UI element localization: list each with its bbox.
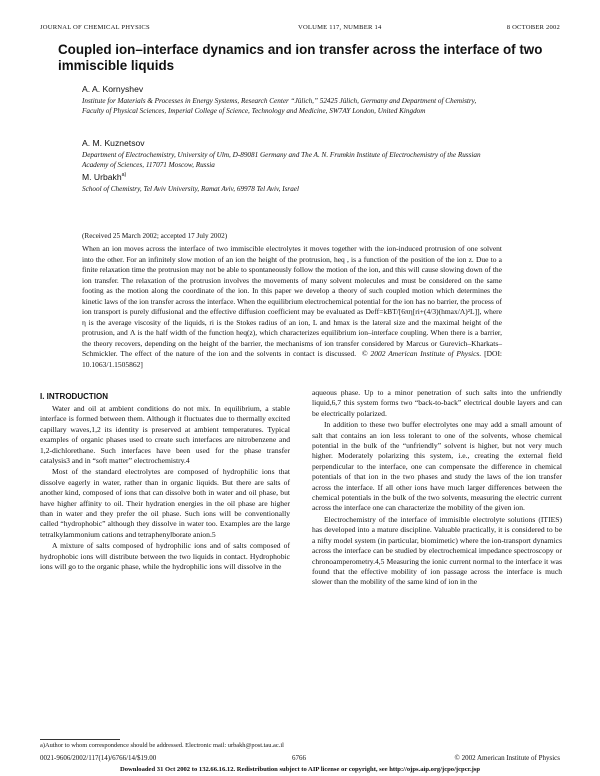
- journal-name: JOURNAL OF CHEMICAL PHYSICS: [40, 24, 150, 31]
- abstract: [82, 244, 502, 370]
- page-footer: [40, 754, 560, 764]
- issue-date: 8 OCTOBER 2002: [506, 24, 560, 31]
- footnote: a)Author to whom correspondence should be addressed. Electronic mail: urbakh@post.tau.ac.il: [40, 742, 284, 749]
- author-name: A. A. Kornyshev: [82, 84, 144, 94]
- author-name: A. M. Kuznetsov: [82, 138, 145, 148]
- volume-number: VOLUME 117, NUMBER 14: [298, 24, 382, 31]
- abstract-text: When an ion moves across the interface of two immiscible electrolytes it moves together with the ion-induced protrusion of one solvent into the other. For an infinitely slow motion of an ion the height of the protrusion, heq , is a function of the position of the ion z. Due to a finite relaxation time the protrusion may not be able to spontaneously follow the motion of the ion, and this will cause slowing down of the ion transfer. The relaxation of the protrusion involves the movements of many solvent molecules and must be considered on the same footing as the motion along the coordinate of the ion. In this paper we develop a theory of such coupled motion which determines the kinetic laws of the ion transfer across the interface. When the equilibrium electrochemical potential for the ion has no barrier, the process of ion transport is purely diffusional and the effective diffusion coefficient may be evaluated as Deff=kBT/[6πη[ri+(4/3)(hmax/Λ)²L]], where η is the average viscosity of the liquids, ri is the Stokes radius of an ion, L and hmax is the lateral size and the maximal height of the protrusion, and Λ is the half width of the function heq(z), which characterizes equilibrium ion–interface coupling. When there is a barrier, the theory recovers, depending on the height of the barrier, the mechanisms of ion transfer considered by Marcus or Gurevich–Kharkats–Schmickler. The effect of the nature of the ion and the solvents in contact is discussed.: [82, 244, 502, 358]
- abstract-doi: [DOI: 10.1063/1.1505862]: [82, 349, 503, 369]
- body-paragraph: Electrochemistry of the interface of immisible electrolyte solutions (ITIES) has developed into a mature discipline. Valuable practically, it is considered to be a nifty model system (in particular, biomimetic) where the ion-transport dynamics across the interface can be studied by electrochemical impedance spectroscopy or chronoamperometry.4,5 Measuring the ionic current normal to the interface it was found that the effective mobility of ion passage across the interface is much slower than the mobility of the same kind of ion in the: [312, 514, 562, 587]
- author-affiliation: Department of Electrochemistry, University of Ulm, D-89081 Germany and The A. N. Frumkin Institute of Electrochemistry of the Russian Academy of Sciences, 117071 Moscow, Russia: [82, 151, 481, 169]
- right-column: [312, 388, 562, 588]
- body-paragraph: aqueous phase. Up to a minor penetration of such salts into the unfriendly liquid,6,7 this system forms two “back-to-back” electrical double layers and can be electrically polarized.: [312, 388, 562, 418]
- author-footnote-marker: a): [121, 172, 127, 179]
- section-heading: I. INTRODUCTION: [40, 392, 108, 401]
- author-affiliation: Institute for Materials & Processes in Energy Systems, Research Center “Jülich,” 52425 Jülich, Germany and Department of Chemistry, Faculty of Physical Sciences, Imperial College of Science, Technology and Medicine, SW7AY London, United Kingdom: [82, 97, 477, 115]
- download-notice: Downloaded 31 Oct 2002 to 132.66.16.12. Redistribution subject to AIP license or copyright, see http://ojps.aip.org/jcpo/jcpcr.jsp: [119, 766, 481, 773]
- received-dates: (Received 25 March 2002; accepted 17 July 2002): [82, 232, 228, 240]
- article-code: 0021-9606/2002/117(14)/6766/14/$19.00: [40, 754, 157, 762]
- body-paragraph: Water and oil at ambient conditions do not mix. In equilibrium, a stable interface is formed between them. Although it fluctuates due to thermally excited capillary waves,1,2 its identity is preserved at ambient temperatures. Typical examples of organic phases used to create such interfaces are nitrobenzene and 1,2-dichlorethane. Such interfaces have been used for the phase transfer catalysis3 and in “soft matter” electrochemistry.4: [40, 404, 290, 466]
- paper-title: Coupled ion–interface dynamics and ion transfer across the interface of two immiscible liquids: [58, 42, 543, 73]
- body-paragraph: A mixture of salts composed of hydrophilic ions and of salts composed of hydrophobic ions will distribute between the two liquids in contact. Hydrophobic ions will go to the organic phase, while the hydrophilic ions will dissolve in the: [40, 541, 290, 572]
- body-paragraph: In addition to these two buffer electrolytes one may add a small amount of salt that contains an ion less tolerant to one of the solvents, whose chemical potential in the bulk of the “unfriendly” solvent is higher, but not very much higher. Moderately polarizing this system, i.e., creating the external field perpendicular to the interface, one can compensate the difference in chemical potentials of that ion in the two phases and study the laws of the ion transfer across the interface. If all other ions have much larger differences between the chemical potentials in the bulk of the two solvents, measuring the electric current across the interface one can characterize the mobility of the given ion.: [312, 420, 562, 513]
- author-name: M. Urbakh$^{a)}$: [82, 172, 127, 182]
- author-affiliation: School of Chemistry, Tel Aviv University, Ramat Aviv, 69978 Tel Aviv, Israel: [82, 185, 299, 193]
- body-paragraph: Most of the standard electrolytes are composed of hydrophilic ions that dissolve eagerly in water, rather than in organic liquids. But there are salts of another kind, composed of ions that can dissolve both in water and oil phase, but have higher affinity to oil. Their hydration energies in the oil phase are higher than in water and they prefer the oil phase. Such ions will be conventionally called “hydrophobic” although they dissolve in water too. Examples are the large tetralkylammonium cations and tetraphenylborate anion.5: [40, 467, 290, 539]
- running-head: [40, 24, 560, 34]
- footnote-rule: [40, 739, 120, 740]
- footer-copyright: © 2002 American Institute of Physics: [454, 754, 560, 762]
- abstract-copyright: © 2002 American Institute of Physics.: [361, 349, 482, 358]
- page-number: 6766: [292, 754, 306, 762]
- left-column: [40, 404, 290, 573]
